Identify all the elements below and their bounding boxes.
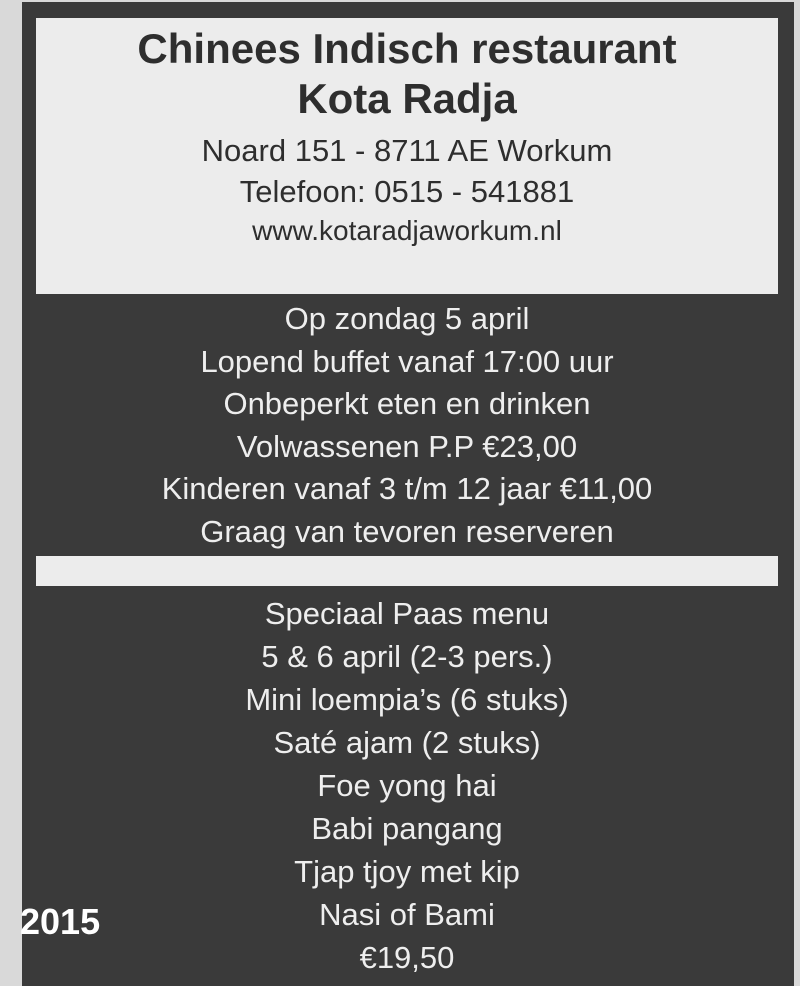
menu-line: Foe yong hai	[317, 768, 497, 803]
restaurant-name: Kota Radja	[297, 75, 517, 122]
restaurant-phone: Telefoon: 0515 - 541881	[239, 174, 575, 209]
menu-line: 5 & 6 april (2-3 pers.)	[261, 639, 553, 674]
restaurant-type: Chinees Indisch restaurant	[137, 25, 677, 72]
easter-menu-section	[36, 592, 778, 975]
restaurant-header	[36, 18, 778, 294]
menu-price: €19,50	[359, 940, 455, 975]
restaurant-address: Noard 151 - 8711 AE Workum	[201, 133, 613, 168]
buffet-line: Volwassenen P.P €23,00	[236, 428, 578, 464]
menu-line: Speciaal Paas menu	[264, 596, 550, 631]
restaurant-website: www.kotaradjaworkum.nl	[252, 215, 562, 246]
menu-line: Nasi of Bami	[319, 897, 495, 932]
buffet-line: Lopend buffet vanaf 17:00 uur	[200, 343, 614, 379]
ad-frame	[22, 2, 794, 986]
section-divider	[36, 556, 778, 586]
buffet-line: Onbeperkt eten en drinken	[223, 386, 591, 421]
buffet-line: Op zondag 5 april	[284, 301, 530, 336]
buffet-section	[36, 298, 778, 550]
menu-line: Babi pangang	[311, 811, 503, 846]
menu-line: Tjap tjoy met kip	[294, 854, 520, 889]
buffet-line: Kinderen vanaf 3 t/m 12 jaar €11,00	[161, 471, 653, 506]
menu-line: Mini loempia’s (6 stuks)	[245, 682, 569, 717]
buffet-line: Graag van tevoren reserveren	[200, 513, 614, 549]
menu-line: Saté ajam (2 stuks)	[273, 725, 541, 760]
year-label: 2015	[20, 901, 101, 942]
